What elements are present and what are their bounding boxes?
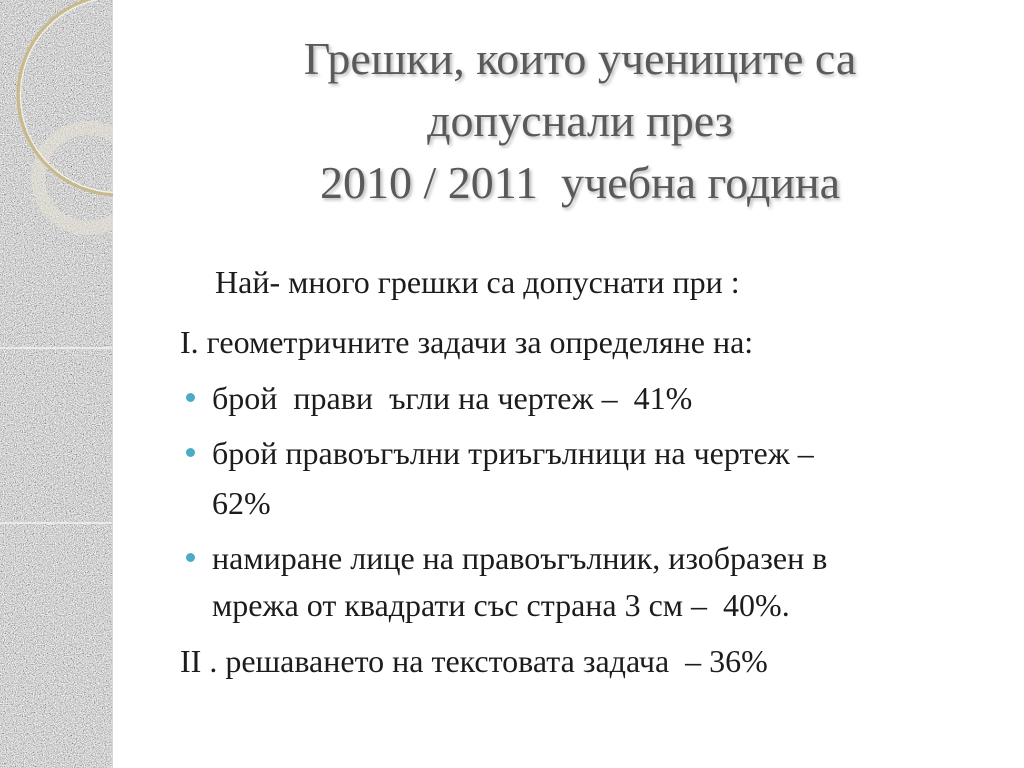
- title-line-2: допуснали през: [427, 95, 733, 146]
- bullet-dot-icon: [186, 393, 195, 402]
- bullet-2-line-1: брой правоъгълни триъгълници на чертеж –: [212, 435, 814, 471]
- bullet-dot-icon: [186, 448, 195, 457]
- bullet-1-line-1: брой прави ъгли на чертеж – 41%: [212, 380, 693, 416]
- title-line-1: Грешки, които учениците са: [303, 33, 857, 84]
- slide-title: [180, 28, 980, 214]
- bullet-dot-icon: [186, 553, 195, 562]
- section-2-heading: II . решаването на текстовата задача – 36%: [180, 643, 768, 679]
- granite-texture: [0, 0, 113, 768]
- intro-text: Най- много грешки са допуснати при :: [215, 264, 740, 300]
- title-line-3: 2010 / 2011 учебна година: [319, 157, 840, 208]
- bullet-2-line-2: 62%: [212, 485, 271, 521]
- bullet-3-line-2: мрежа от квадрати със страна 3 см – 40%.: [212, 587, 790, 623]
- side-texture-strip: [0, 0, 113, 768]
- section-1-heading: I. геометричните задачи за определяне на:: [180, 324, 754, 360]
- bullet-3-line-1: намиране лице на правоъгълник, изобразен в: [212, 540, 828, 576]
